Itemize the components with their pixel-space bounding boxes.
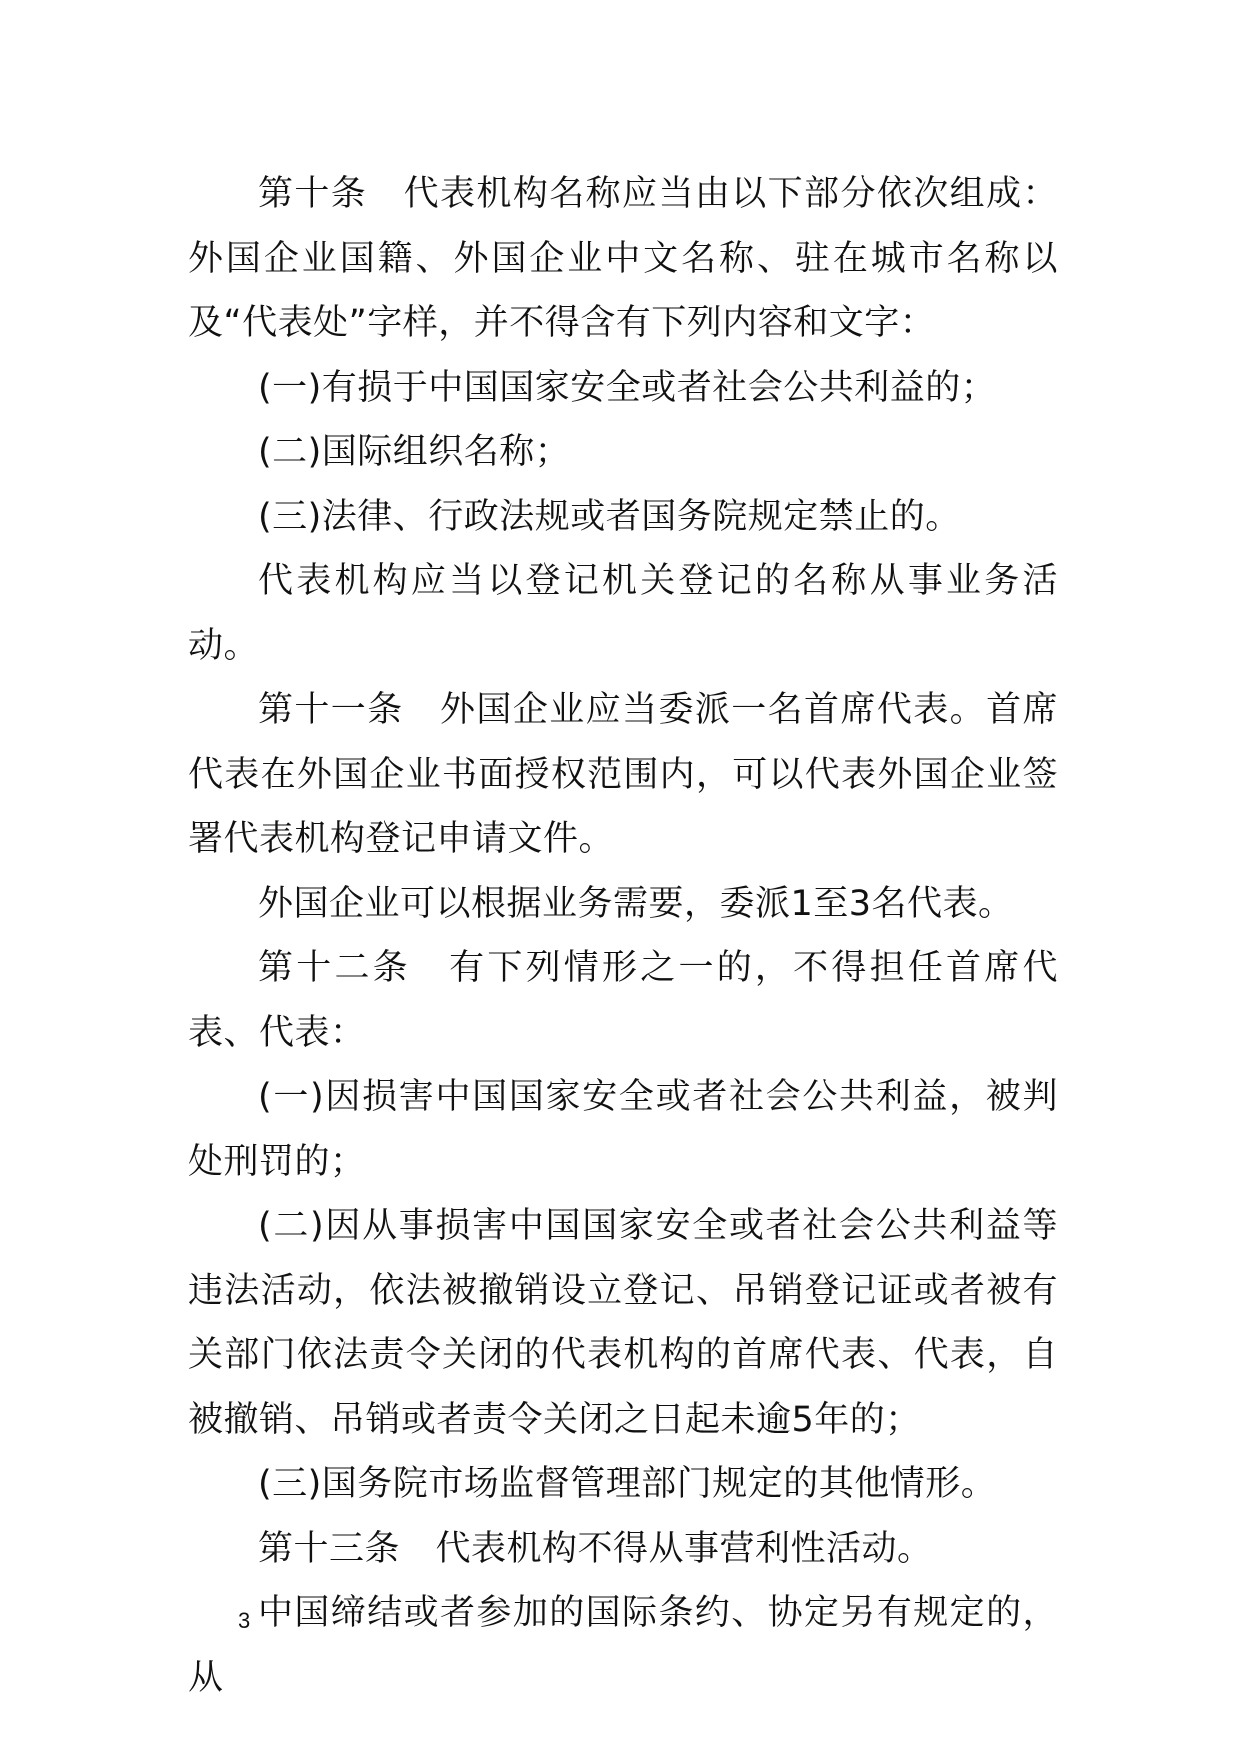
article-12-paragraph: 第十二条 有下列情形之一的，不得担任首席代表、代表：	[188, 948, 1058, 1053]
article-12-item-1: (一)因损害中国国家安全或者社会公共利益，被判处刑罚的；	[188, 1077, 1058, 1182]
article-10-closing-paragraph: 代表机构应当以登记机关登记的名称从事业务活动。	[188, 561, 1058, 666]
article-12-item-3: (三)国务院市场监督管理部门规定的其他情形。	[258, 1464, 997, 1504]
article-10-item-2: (二)国际组织名称；	[258, 432, 571, 472]
article-10-item-1: (一)有损于中国国家安全或者社会公共利益的；	[258, 367, 997, 408]
article-13-second-paragraph: 中国缔结或者参加的国际条约、协定另有规定的，从	[188, 1593, 1058, 1698]
article-10-item-3: (三)法律、行政法规或者国务院规定禁止的。	[258, 496, 961, 537]
article-11-paragraph: 第十一条 外国企业应当委派一名首席代表。首席代表在外国企业书面授权范围内，可以代表外国企业签署代表机构登记申请文件。	[188, 690, 1058, 859]
article-13-paragraph: 第十三条 代表机构不得从事营利性活动。	[258, 1528, 933, 1569]
article-10-paragraph: 第十条 代表机构名称应当由以下部分依次组成：外国企业国籍、外国企业中文名称、驻在城市名称以及“代表处”字样，并不得含有下列内容和文字：	[188, 174, 1058, 343]
document-body	[188, 162, 1058, 1710]
article-12-item-2: (二)因从事损害中国国家安全或者社会公共利益等违法活动，依法被撤销设立登记、吊销登记证或者被有关部门依法责令关闭的代表机构的首席代表、代表，自被撤销、吊销或者责令关闭之日起未逾5年的；	[188, 1206, 1058, 1440]
page-number: 3	[238, 1608, 251, 1633]
article-11-second-paragraph: 外国企业可以根据业务需要，委派1至3名代表。	[258, 883, 1014, 924]
